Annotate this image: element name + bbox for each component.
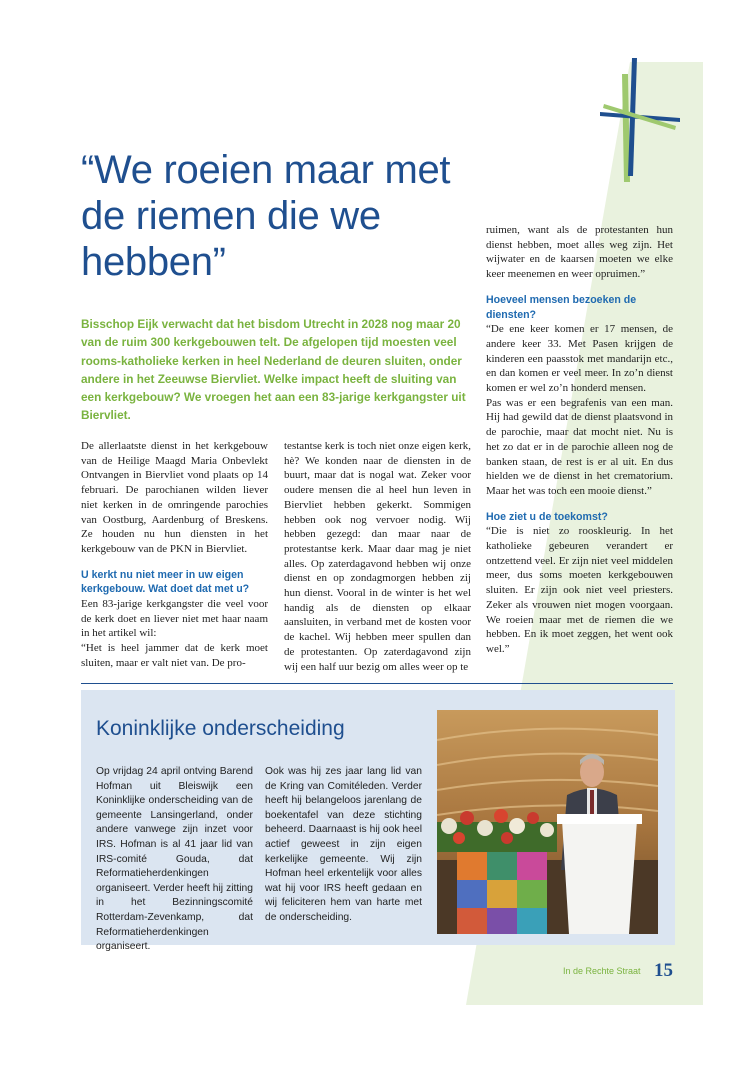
question-heading: U kerkt nu niet meer in uw eigen kerkgebouw. Wat doet dat met u? [81,568,250,596]
publication-name: In de Rechte Straat [563,966,641,976]
paragraph: ruimen, want als de protestanten hun dienst hebben, moet alles weg zijn. Het wijwater en de kaarsen moeten we elke keer meenemen en weer opruimen.” [486,224,673,281]
paragraph: Pas was er een begrafenis van een man. Hij had gewild dat de dienst plaatsvond in de parochie, maar dat mocht niet. Nu is het zo dat er in de parochie alleen nog de banken staan, de rest is er al uit. En dus hielden we de dienst in het crematorium. Maar het was toch een mooie dienst.” [486,396,673,497]
box-column-2 [265,765,422,926]
article-intro: Bisschop Eijk verwacht dat het bisdom Utrecht in 2028 nog maar 20 van de ruim 300 kerkgebouwen telt. De afgelopen tijd moesten veel rooms-katholieke kerken in heel Nederland de deuren sluiten, onder andere in het Zeeuwse Biervliet. Welke impact heeft de sluiting van een kerkgebouw? We vroegen het aan een 83-jarige kerkgangster uit Biervliet. [81,317,466,423]
paragraph: Ook was hij zes jaar lang lid van de Kring van Comitéleden. Verder heeft hij belangeloos jarenlang de boekentafel van deze stichting beheerd. Daarnaast is hij ook heel actief geweest in zijn eigen kerkelijke gemeente. Wij zijn Hofman heel erkentelijk voor alles wat hij voor IRS heeft gedaan en wij feliciteren hem van harte met de onderscheiding. [265,766,422,923]
paragraph: Op vrijdag 24 april ontving Barend Hofman uit Bleiswijk een Koninklijke onderscheiding van de gemeente Lansingerland, onder andere vanwege zijn inzet voor IRS. Hofman is al 41 jaar lid van IRS-comité Gouda, dat Reformatieherdenkingen organiseert. Verder heeft hij zitting in het Bezinningscomité Rotterdam-Zevenkamp, dat Reformatieherdenkingen organiseert. [96,766,253,953]
paragraph: “Die is niet zo rooskleurig. In het katholieke gebeuren verandert er ontzettend veel. Er zijn niet veel middelen meer, dus soms moeten kerkgebouwen sluiten. Er zijn ook niet veel priesters. Zeker als vrouwen niet mogen voorgaan. We roeien maar met de riemen die we hebben. En ik moet zeggen, het went ook wel.” [486,525,673,655]
paragraph: De allerlaatste dienst in het kerkgebouw van de Heilige Maagd Maria Onbevlekt Ontvangen in Biervliet vond plaats op 14 februari. De parochianen wilden liever niet kerken in de omringende parochies van Oostburg, Aardenburg of Breskens. Ze houden nu hun diensten in het kerkgebouw van de PKN in Biervliet. [81,440,268,555]
paragraph: “De ene keer komen er 17 mensen, de andere keer 33. Met Pasen krijgen de kinderen een paasstok met mandarijn etc., en dan komen er veel meer. In zo’n dienst komen er wel zo’n honderd mensen. [486,323,673,395]
paragraph: testantse kerk is toch niet onze eigen kerk, hè? We konden naar de diensten in de buurt, maar dat is nogal wat. Zeker voor oudere mensen die al heel hun leven in Biervliet hebben gekerkt. Sommigen hebben ook nog vervoer nodig. Wij hebben gezegd: dan maar naar de protestantse kerk. Maar daar mag je niet alles. Op zaterdagavond hebben wij onze dienst en op zondagmorgen hebben zij hun dienst. Vooral in de winter is het wel handig als de diensten op elkaar aansluiten, in verband met de kosten voor de kachel. Wij hebben meer spullen dan de protestanten. Op zaterdagavond zijn wij een half uur bezig om alles weer op te [284,440,471,673]
section-divider [81,683,673,684]
photo-man-at-lectern [437,710,658,934]
article-column-2 [284,439,471,674]
question-heading: Hoeveel mensen bezoeken de diensten? [486,293,637,321]
box-column-1 [96,765,253,955]
box-title: Koninklijke onderscheiding [96,717,345,740]
question-heading: Hoe ziet u de toekomst? [486,510,608,523]
page-number: 15 [654,960,673,981]
lectern [562,820,637,934]
article-title: “We roeien maar met de riemen die we hebben” [81,148,451,284]
paragraph: “Het is heel jammer dat de kerk moet sluiten, maar er valt niet van. De pro- [81,642,268,669]
article-column-1 [81,439,268,671]
colorful-altar-cloth [457,852,547,934]
paragraph: Een 83-jarige kerkgangster die veel voor de kerk doet en liever niet met haar naam in het artikel wil: [81,598,268,640]
article-column-3 [486,223,673,657]
